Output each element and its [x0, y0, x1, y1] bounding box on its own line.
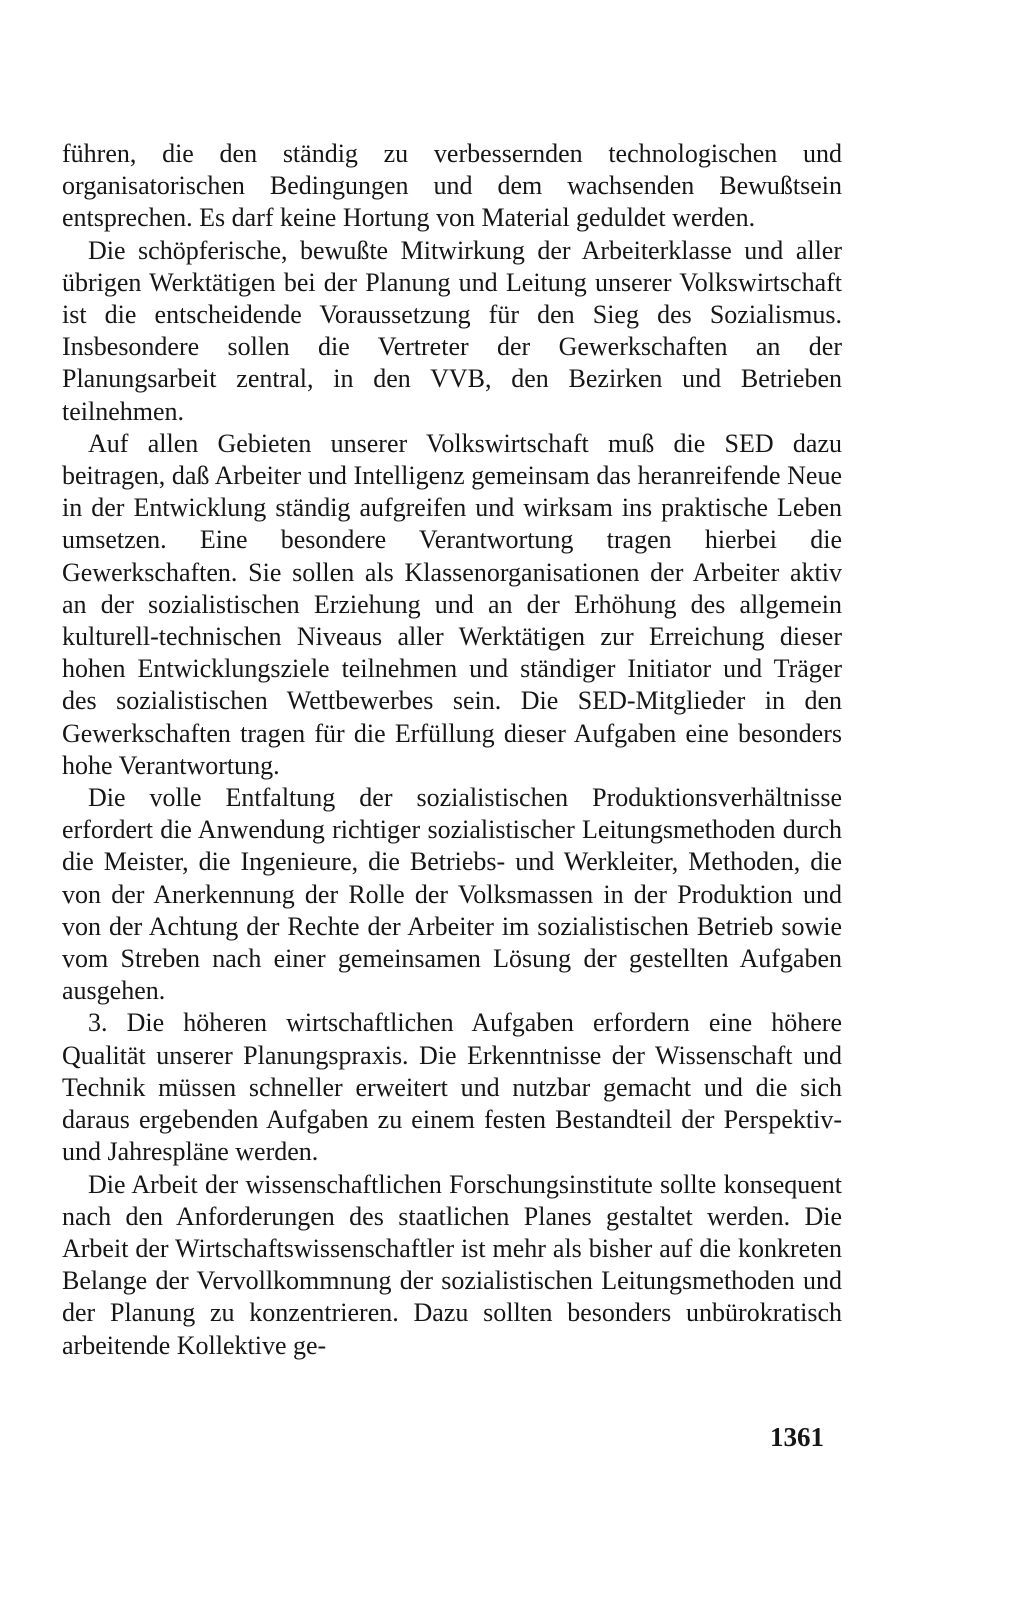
paragraph-5: 3. Die höheren wirtschaftlichen Aufgaben erfordern eine höhere Qualität unserer Planungspraxis. Die Erkenntnisse der Wissenschaft und Technik müssen schneller erweitert und nutzbar gemacht und die sich daraus ergebenden Aufgaben zu einem festen Bestandteil der Perspektiv- und Jahrespläne werden. — [62, 1008, 842, 1167]
paragraph-3: Auf allen Gebieten unserer Volkswirtschaft muß die SED dazu beitragen, daß Arbeiter und Intelligenz gemeinsam das heranreifende Neue in der Entwicklung ständig aufgreifen und wirksam ins praktische Leben umsetzen. Eine besondere Verantwortung tragen hierbei die Gewerkschaften. Sie sollen als Klassenorganisationen der Arbeiter aktiv an der sozialistischen Erziehung und an der Erhöhung des allgemein kulturell-technischen Niveaus aller Werktätigen zur Erreichung dieser hohen Entwicklungsziele teilnehmen und ständiger Initiator und Träger des sozialistischen Wettbewerbes sein. Die SED-Mitglieder in den Gewerkschaften tragen für die Erfüllung dieser Aufgaben eine besonders hohe Verantwortung. — [62, 428, 842, 780]
paragraph-2: Die schöpferische, bewußte Mitwirkung der Arbeiterklasse und aller übrigen Werktätigen bei der Planung und Leitung unserer Volkswirtschaft ist die entscheidende Voraussetzung für den Sieg des Sozialismus. Insbesondere sollen die Vertreter der Gewerkschaften an der Planungsarbeit zentral, in den VVB, den Bezirken und Betrieben teilnehmen. — [62, 235, 842, 426]
paragraph-1: führen, die den ständig zu verbessernden technologischen und organisatorischen Bedingungen und dem wachsenden Bewußtsein entsprechen. Es darf keine Hortung von Material geduldet werden. — [62, 139, 842, 233]
body-text — [62, 138, 842, 1362]
page-number: 1361 — [770, 1422, 824, 1452]
paragraph-4: Die volle Entfaltung der sozialistischen Produktionsverhältnisse erfordert die Anwendung richtiger sozialistischer Leitungsmethoden durch die Meister, die Ingenieure, die Betriebs- und Werkleiter, Methoden, die von der Anerkennung der Rolle der Volksmassen in der Produktion und von der Achtung der Rechte der Arbeiter im sozialistischen Betrieb sowie vom Streben nach einer gemeinsamen Lösung der gestellten Aufgaben ausgehen. — [62, 783, 842, 1006]
paragraph-6: Die Arbeit der wissenschaftlichen Forschungsinstitute sollte konsequent nach den Anforderungen des staatlichen Planes gestaltet werden. Die Arbeit der Wirtschaftswissenschaftler ist mehr als bisher auf die konkreten Belange der Vervollkommnung der sozialistischen Leitungsmethoden und der Planung zu konzentrieren. Dazu sollten besonders unbürokratisch arbeitende Kollektive ge- — [62, 1169, 842, 1360]
